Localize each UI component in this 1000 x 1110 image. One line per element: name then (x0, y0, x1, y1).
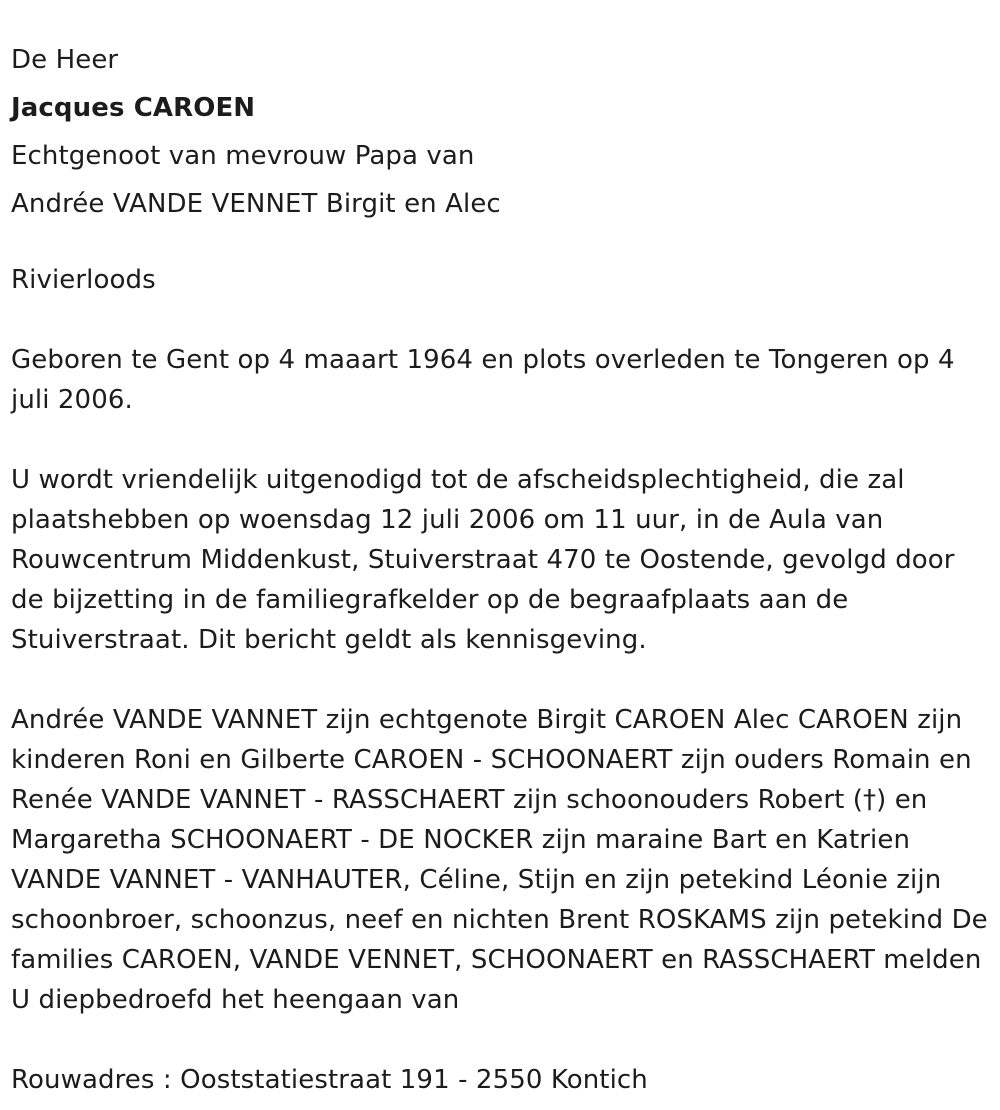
spacer (11, 420, 991, 460)
spouse-line: Echtgenoot van mevrouw Papa van (11, 141, 475, 171)
spacer (11, 660, 991, 700)
birth-death-paragraph: Geboren te Gent op 4 maaart 1964 en plots overleden te Tongeren op 4 juli 2006. (11, 345, 955, 415)
family-paragraph: Andrée VANDE VANNET zijn echtgenote Birgit CAROEN Alec CAROEN zijn kinderen Roni en Gilberte CAROEN - SCHOONAERT zijn ouders Romain en Renée VANDE VANNET - RASSCHAERT zijn schoonouders Robert (†) en Margaretha SCHOONAERT - DE NOCKER zijn maraine Bart en Katrien VANDE VANNET - VANHAUTER, Céline, Stijn en zijn petekind Léonie zijn schoonbroer, schoonzus, neef en nichten Brent ROSKAMS zijn petekind De families CAROEN, VANDE VENNET, SCHOONAERT en RASSCHAERT melden U diepbedroefd het heengaan van (11, 705, 988, 1015)
profession: Rivierloods (11, 265, 156, 295)
obituary-notice (11, 36, 991, 1100)
spacer (11, 228, 991, 260)
deceased-name: Jacques CAROEN (11, 93, 256, 123)
ceremony-paragraph: U wordt vriendelijk uitgenodigd tot de afscheidsplechtigheid, die zal plaatshebben op woensdag 12 juli 2006 om 11 uur, in de Aula van Rouwcentrum Middenkust, Stuiverstraat 470 te Oostende, gevolgd door de bijzetting in de familiegrafkelder op de begraafplaats aan de Stuiverstraat. Dit bericht geldt als kennisgeving. (11, 465, 955, 655)
spouse-children-line: Andrée VANDE VENNET Birgit en Alec (11, 189, 501, 219)
mourning-address: Rouwadres : Ooststatiestraat 191 - 2550 Kontich (11, 1065, 648, 1095)
spacer (11, 1020, 991, 1060)
spacer (11, 300, 991, 340)
salutation: De Heer (11, 45, 119, 75)
